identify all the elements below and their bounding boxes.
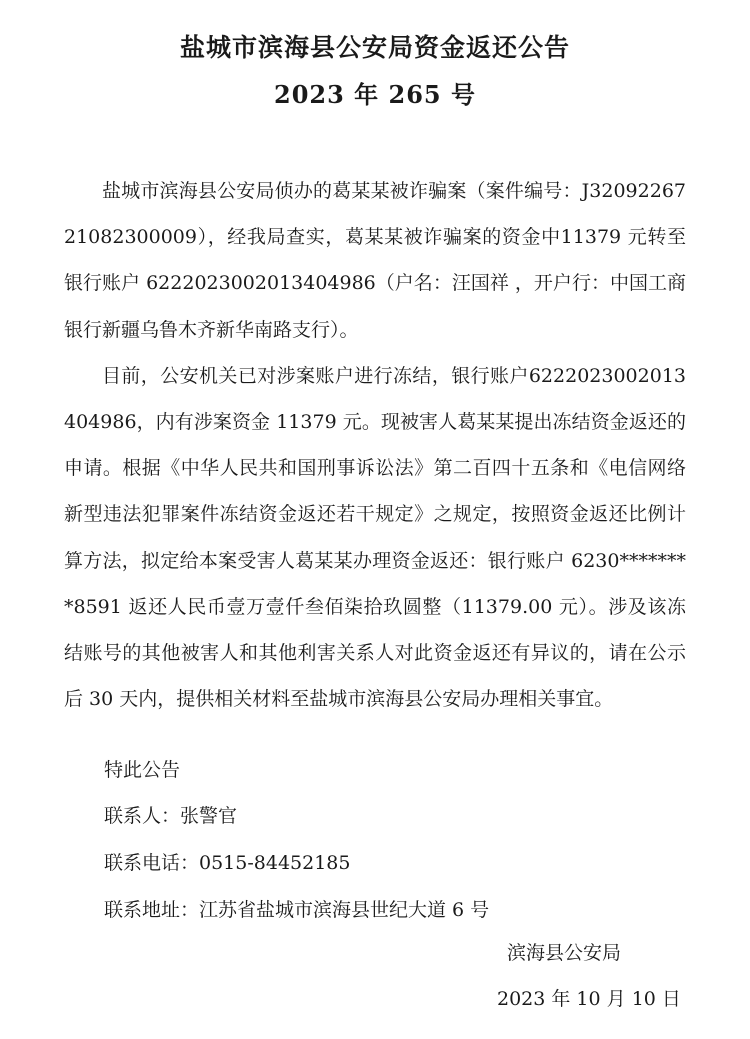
notice-body [64,168,686,722]
closing-text: 特此公告 [104,759,181,781]
contact-phone: 联系电话：0515-84452185 [104,852,351,874]
paragraph-case-details: 盐城市滨海县公安局侦办的葛某某被诈骗案（案件编号：J3209226721082300009），经我局查实，葛某某被诈骗案的资金中11379 元转至银行账户 6222023002013404986（户名：汪国祥 ，开户行：中国工商银行新疆乌鲁木齐新华南路支行）。 [64,180,686,341]
issue-date: 2023 年 10 月 10 日 [497,988,681,1010]
paragraph-refund-details: 目前，公安机关已对涉案账户进行冻结，银行账户6222023002013404986，内有涉案资金 11379 元。现被害人葛某某提出冻结资金返还的申请。根据《中华人民共和国刑事诉讼法》第二百四十五条和《电信网络新型违法犯罪案件冻结资金返还若干规定》之规定，按照资金返还比例计算方法，拟定给本案受害人葛某某办理资金返还：银行账户 6230********8591 返还人民币壹万壹仟叁佰柒拾玖圆整（11379.00 元）。涉及该冻结账号的其他被害人和其他利害关系人对此资金返还有异议的，请在公示后 30 天内，提供相关材料至盐城市滨海县公安局办理相关事宜。 [64,364,686,711]
contact-person: 联系人：张警官 [104,805,238,827]
document-number: 2023 年 265 号 [274,80,476,109]
page-title: 盐城市滨海县公安局资金返还公告 [179,33,570,62]
issuer-name: 滨海县公安局 [507,942,622,964]
contact-address: 联系地址：江苏省盐城市滨海县世纪大道 6 号 [104,899,490,921]
